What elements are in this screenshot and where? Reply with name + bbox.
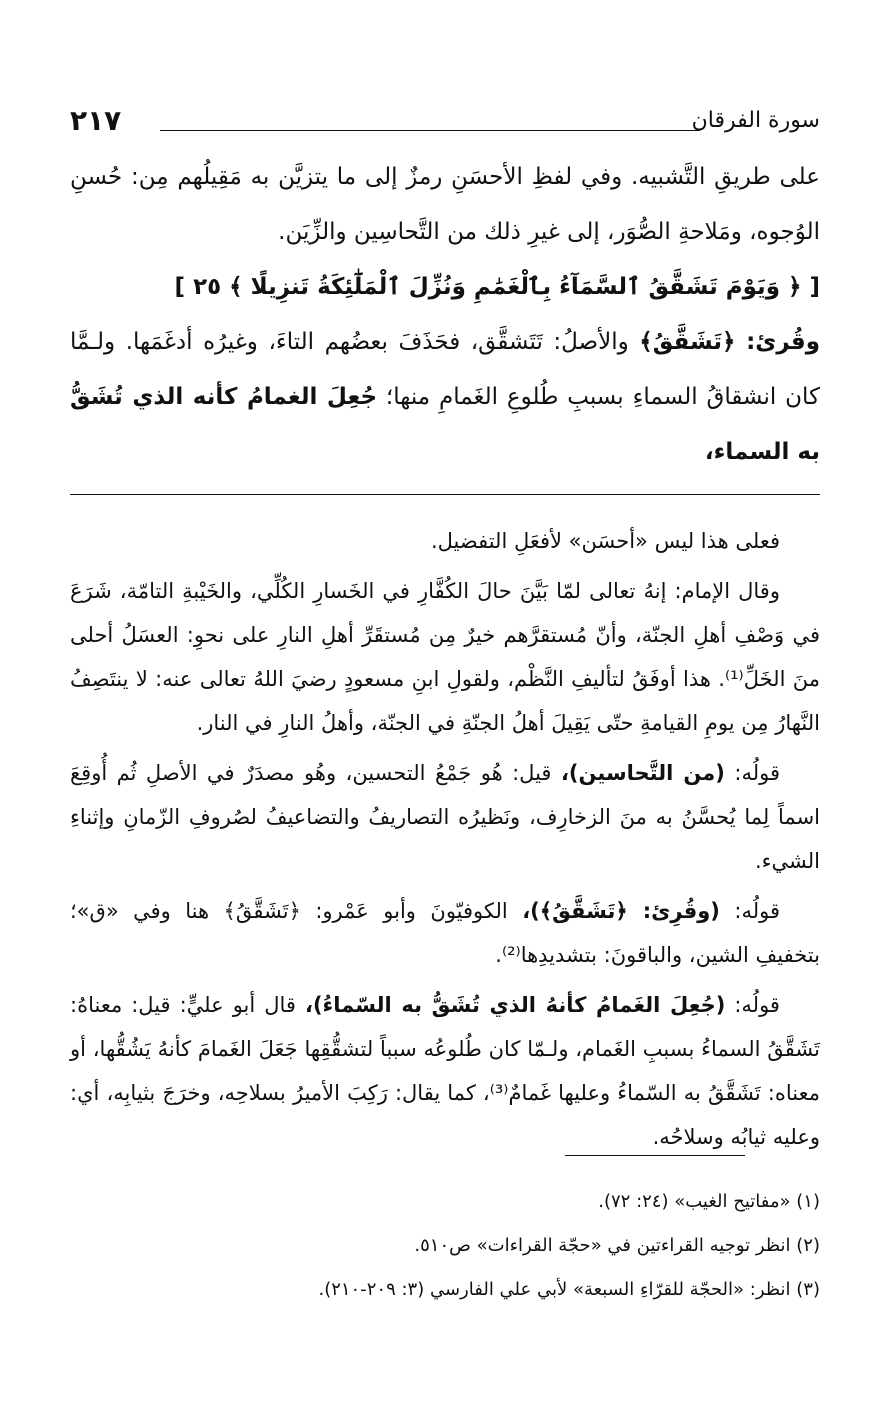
main-text xyxy=(70,150,820,480)
main-paragraph-2 xyxy=(70,315,820,480)
commentary-5-text: قال أبو عليٍّ: قيل: معناهُ: تَشَقَّقُ السماءُ بسببِ الغَمام، ولـمّا كان طُلوعُه سبباً لتشقُّقِها جَعَلَ الغَمامَ كأنهُ يَشُقُّها، أو معناه: تَشَقَّقُ به السّماءُ وعليها غَمامٌ⁽³⁾، كما يقال: رَكِبَ الأميرُ بسلاحِه، وخرَجَ بثيابِه، أي: وعليه ثيابُه وسلاحُه. xyxy=(70,993,820,1149)
page-number: ٢١٧ xyxy=(70,104,122,137)
main-paragraph-2-lead: وقُرئ: xyxy=(746,329,821,355)
main-paragraph-1: على طريقِ التَّشبيه. وفي لفظِ الأحسَنِ رمزٌ إلى ما يتزيَّن به مَقِيلُهم مِن: حُسنِ الوُجوه، ومَلاحةِ الصُّوَر، إلى غيرِ ذلك من التَّحاسِين والزِّيَن. xyxy=(70,164,820,245)
running-header xyxy=(70,100,820,150)
commentary-4-text: الكوفيّونَ وأبو عَمْرو: ﴿تَشَقَّقُ﴾ هنا وفي «ق»؛ بتخفيفِ الشين، والباقونَ: بتشديدِها⁽²⁾. xyxy=(70,899,820,967)
footnote-divider xyxy=(565,1155,745,1156)
surah-title: سورة الفرقان xyxy=(691,108,820,133)
commentary-4-bold: (وقُرِئ: ﴿تَشَقَّقُ﴾)، xyxy=(522,899,720,923)
quran-verse: [ ﴿ وَيَوْمَ تَشَقَّقُ ٱلسَّمَآءُ بِٱلْغَمَٰمِ وَنُزِّلَ ٱلْمَلَٰٓئِكَةُ تَنزِيلًا ﴾ ٢٥ ] xyxy=(174,274,820,300)
footnote-1: (١) «مفاتيح الغيب» (٢٤: ٧٢). xyxy=(598,1191,820,1212)
commentary-3-lead: قولُه: xyxy=(734,761,780,785)
commentary-4-lead: قولُه: xyxy=(734,899,780,923)
main-paragraph-2-bold: جُعِلَ الغمامُ كأنه الذي تُشَقُّ به السماء، xyxy=(70,384,820,465)
commentary-paragraph-1: فعلى هذا ليس «أحسَن» لأفعَلِ التفضيل. xyxy=(430,529,780,553)
footnote-3: (٣) انظر: «الحجّة للقرّاءِ السبعة» لأبي علي الفارسي (٣: ٢٠٩-٢١٠). xyxy=(318,1279,820,1300)
commentary-paragraph-4 xyxy=(70,889,820,977)
header-rule xyxy=(160,130,700,131)
main-paragraph-2-quote: ﴿تَشَقَّقُ﴾ xyxy=(639,329,736,355)
commentary-paragraph-3 xyxy=(70,751,820,883)
commentary-3-text: قيل: هُو جَمْعُ التحسين، وهُو مصدَرٌ في الأصلِ ثُم أُوقِعَ اسماً لِما يُحسَّنُ به منَ الزخارِف، ونَظيرُه التصاريفُ والتضاعيفُ لصُروفِ الزّمانِ وإثناءِ الشيء. xyxy=(70,761,820,873)
footnotes xyxy=(65,1180,820,1312)
commentary-3-bold: (من التَّحاسين)، xyxy=(560,761,725,785)
commentary-paragraph-2: وقال الإمام: إنهُ تعالى لمّا بَيَّنَ حالَ الكُفَّارِ في الخَسارِ الكُلِّي، والخَيْبةِ التامّة، شَرَعَ في وَصْفِ أهلِ الجنّة، وأنّ مُستقرَّهم خيرٌ مِن مُستقَرِّ أهلِ النارِ على نحوِ: العسَلُ أحلى منَ الخَلِّ⁽¹⁾. هذا أوفَقُ لتأليفِ النَّظْم، ولقولِ ابنِ مسعودٍ رضيَ اللهُ تعالى عنه: لا ينتَصِفُ النَّهارُ مِن يومِ القيامةِ حتّى يَقِيلَ أهلُ الجنّةِ في الجنّة، وأهلُ النارِ في النار. xyxy=(70,579,820,735)
footnote-2: (٢) انظر توجيه القراءتين في «حجّة القراءات» ص٥١٠. xyxy=(414,1235,820,1256)
commentary-5-lead: قولُه: xyxy=(734,993,780,1017)
commentary xyxy=(70,519,820,1159)
page xyxy=(70,100,820,1165)
main-divider xyxy=(70,494,820,495)
main-paragraph-2-text: والأصلُ: تَتَشقَّق، فحَذَفَ بعضُهم التاءَ، وغيرُه أدغَمَها. ولـمَّا كان انشقاقُ السماءِ بسببِ طُلوعِ الغَمامِ منها؛ xyxy=(70,329,820,410)
commentary-paragraph-5 xyxy=(70,983,820,1159)
commentary-5-bold: (جُعِلَ الغَمامُ كأنهُ الذي تُشَقُّ به السّماءُ)، xyxy=(304,993,726,1017)
